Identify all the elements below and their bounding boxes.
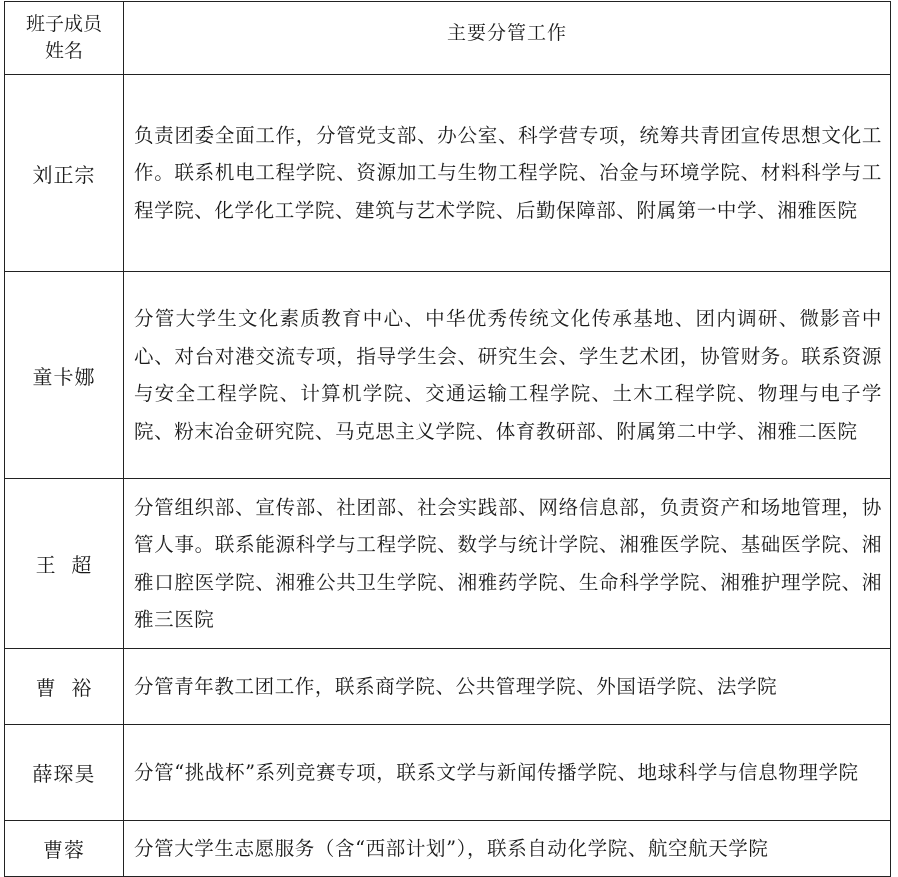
member-name: 刘正宗 [5, 75, 124, 272]
duty-assignment-table [4, 1, 891, 877]
member-name: 童卡娜 [5, 272, 124, 479]
member-duty: 分管组织部、宣传部、社团部、社会实践部、网络信息部，负责资产和场地管理，协管人事。联系能源科学与工程学院、数学与统计学院、湘雅医学院、基础医学院、湘雅口腔医学院、湘雅公共卫生学院、湘雅药学院、生命科学学院、湘雅护理学院、湘雅三医院 [124, 479, 891, 649]
table-row [5, 725, 891, 821]
member-duty: 分管青年教工团工作，联系商学院、公共管理学院、外国语学院、法学院 [124, 649, 891, 725]
member-name: 薛琛昊 [5, 725, 124, 821]
member-duty: 分管“挑战杯”系列竞赛专项，联系文学与新闻传播学院、地球科学与信息物理学院 [124, 725, 891, 821]
member-name: 曹蓉 [5, 821, 124, 877]
table-row [5, 649, 891, 725]
table-row [5, 821, 891, 877]
table-row [5, 479, 891, 649]
member-name: 王 超 [5, 479, 124, 649]
duty-column-header: 主要分管工作 [124, 2, 891, 75]
member-duty: 负责团委全面工作，分管党支部、办公室、科学营专项，统筹共青团宣传思想文化工作。联系机电工程学院、资源加工与生物工程学院、冶金与环境学院、材料科学与工程学院、化学化工学院、建筑与艺术学院、后勤保障部、附属第一中学、湘雅医院 [124, 75, 891, 272]
name-column-header-line2: 姓名 [44, 40, 83, 62]
table-row [5, 272, 891, 479]
name-column-header [5, 2, 124, 75]
member-duty: 分管大学生文化素质教育中心、中华优秀传统文化传承基地、团内调研、微影音中心、对台对港交流专项，指导学生会、研究生会、学生艺术团，协管财务。联系资源与安全工程学院、计算机学院、交通运输工程学院、土木工程学院、物理与电子学院、粉末冶金研究院、马克思主义学院、体育教研部、附属第二中学、湘雅二医院 [124, 272, 891, 479]
member-duty: 分管大学生志愿服务（含“西部计划”），联系自动化学院、航空航天学院 [124, 821, 891, 877]
member-name: 曹 裕 [5, 649, 124, 725]
name-column-header-line1: 班子成员 [25, 13, 102, 35]
table-row [5, 75, 891, 272]
table-header-row [5, 2, 891, 75]
